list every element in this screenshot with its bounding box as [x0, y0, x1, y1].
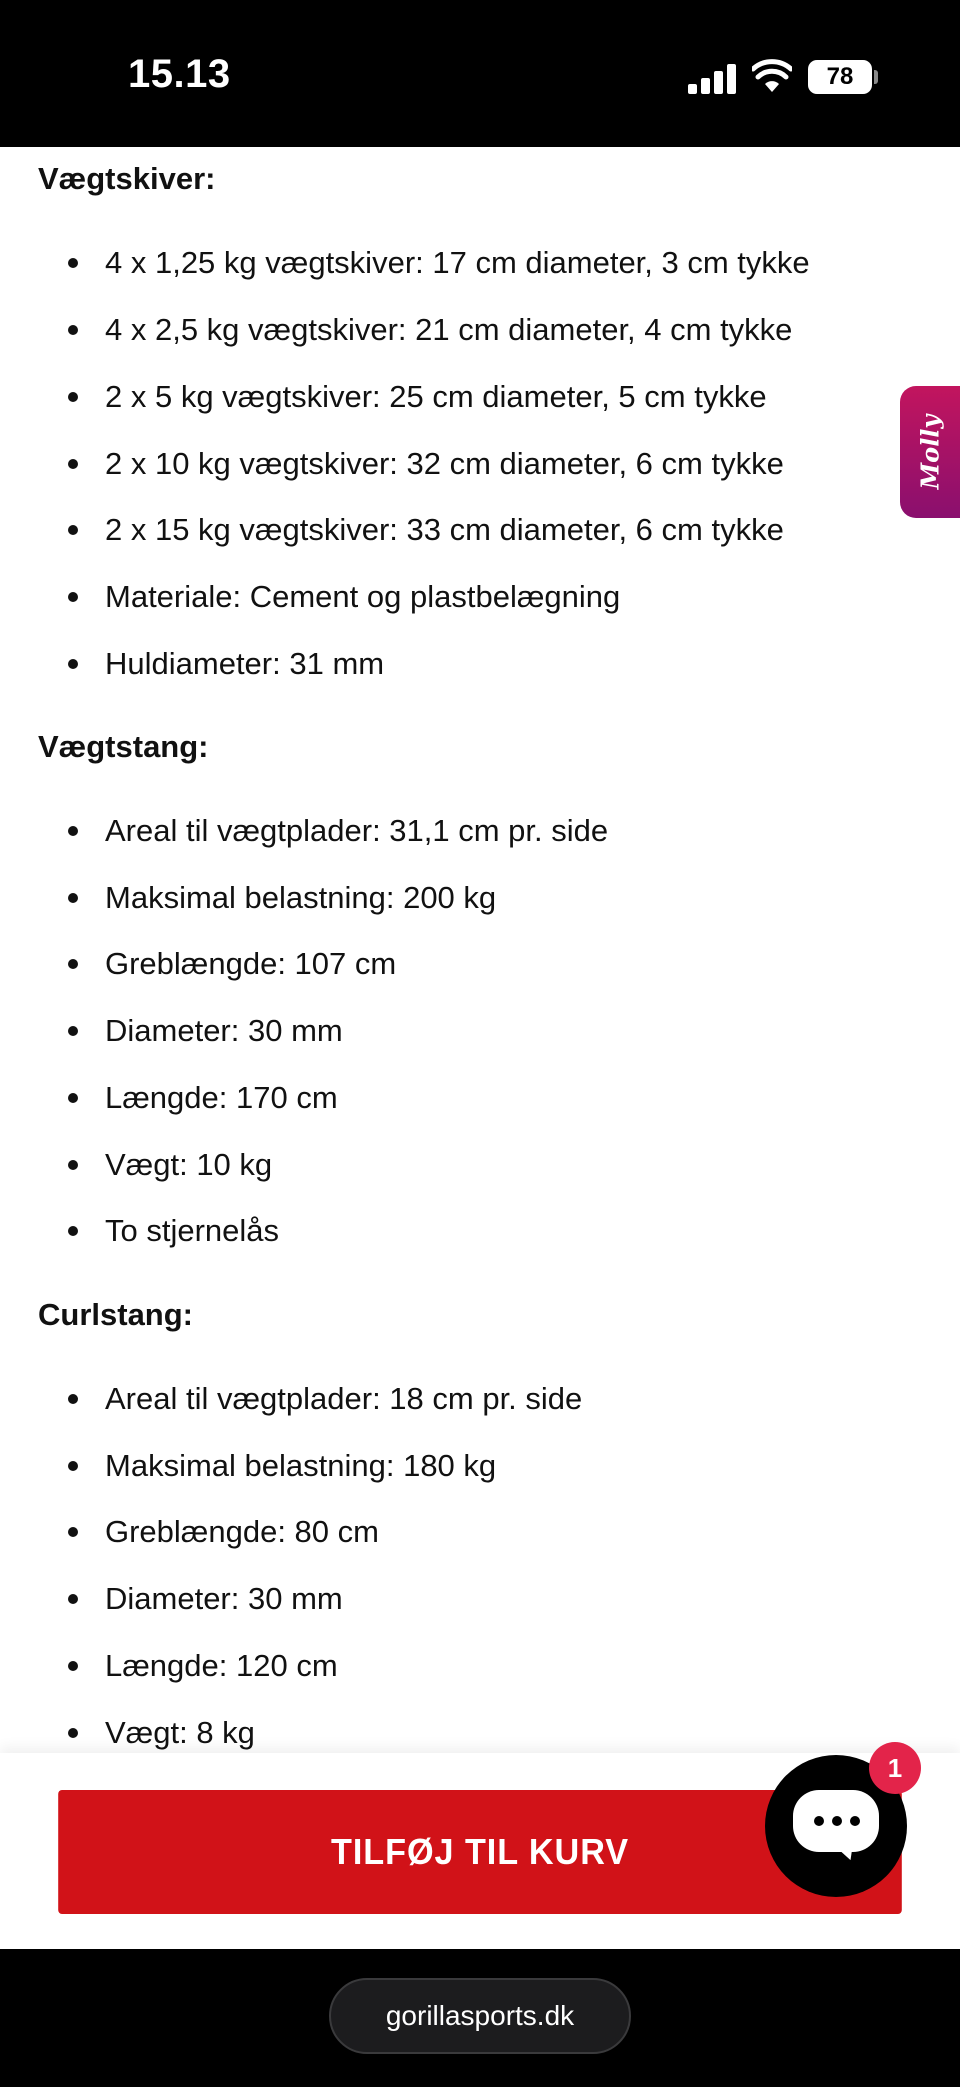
molly-side-tab[interactable]: [900, 386, 960, 518]
bullet-dot: [68, 1594, 78, 1604]
bullet-dot: [68, 1661, 78, 1671]
bullet-dot: [68, 1093, 78, 1103]
section-title-curlstang: Curlstang:: [38, 1297, 193, 1332]
bullet-dot: [68, 325, 78, 335]
section-title-vaegtstang: Vægtstang:: [38, 729, 209, 764]
bullet-dot: [68, 592, 78, 602]
bullet-dot: [68, 258, 78, 268]
bullet-dot: [68, 1527, 78, 1537]
status-bar: [0, 0, 960, 147]
bullet-dot: [68, 659, 78, 669]
wifi-icon: [752, 58, 792, 94]
chat-bubble-tail: [834, 1841, 857, 1862]
bullet-dot: [68, 1394, 78, 1404]
bullet-dot: [68, 1728, 78, 1738]
browser-toolbar: [0, 1949, 960, 2087]
bullet-dot: [68, 826, 78, 836]
address-bar[interactable]: gorillasports.dk: [329, 1978, 631, 2054]
chat-notification-badge: 1: [869, 1742, 921, 1794]
bullet-dot: [68, 1160, 78, 1170]
section-title-vaegtskiver: Vægtskiver:: [38, 161, 216, 196]
chat-bubble-icon: [793, 1790, 879, 1852]
battery-cap: [874, 70, 878, 84]
bullet-dot: [68, 459, 78, 469]
cellular-signal-icon: [688, 64, 736, 94]
bullet-dot: [68, 525, 78, 535]
bullet-dot: [68, 1226, 78, 1236]
status-time: 15.13: [128, 52, 231, 96]
bullet-dot: [68, 893, 78, 903]
bullet-dot: [68, 1026, 78, 1036]
add-to-cart-button[interactable]: TILFØJ TIL KURV: [58, 1790, 902, 1914]
bullet-dot: [68, 1461, 78, 1471]
battery-indicator: 78: [808, 60, 872, 94]
bullet-dot: [68, 959, 78, 969]
molly-tab-label: Molly: [915, 414, 945, 490]
bullet-dot: [68, 392, 78, 402]
